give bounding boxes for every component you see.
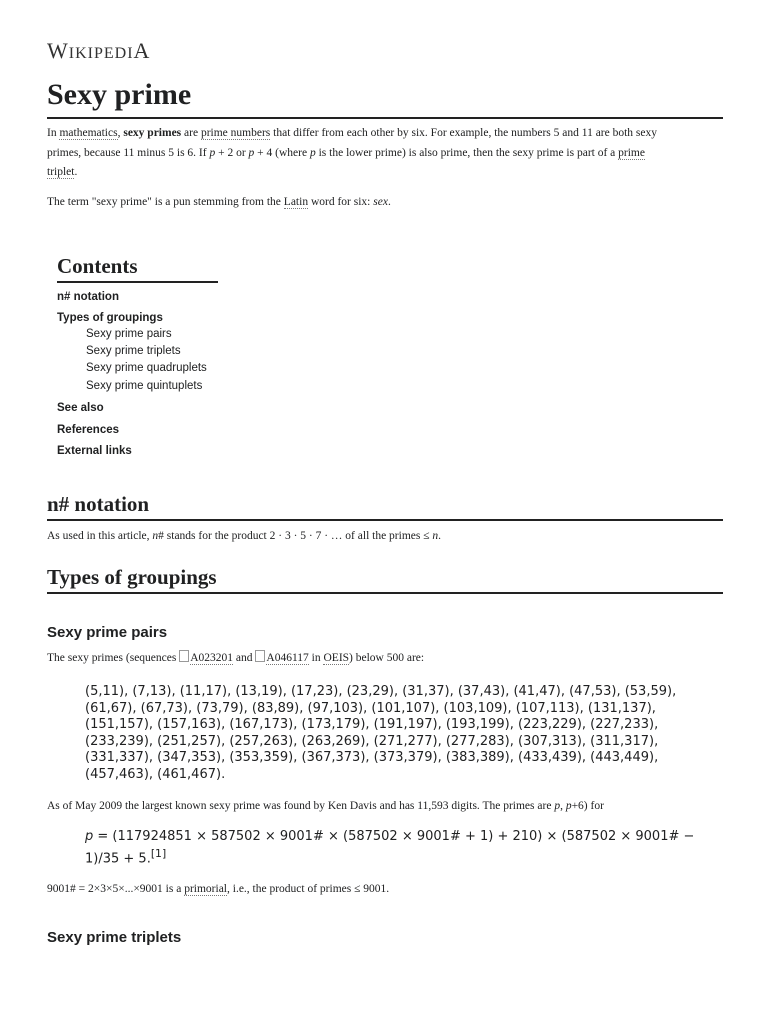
notation-paragraph: As used in this article, n# stands for the product 2 · 3 · 5 · 7 · … of all the primes ≤ n. xyxy=(47,530,442,542)
link-prime-triplet[interactable]: prime xyxy=(618,146,645,159)
subsection-heading-triplets: Sexy prime triplets xyxy=(47,929,182,946)
oeis-icon xyxy=(179,650,189,662)
bold-term: sexy primes xyxy=(123,127,182,139)
toc-item-pairs[interactable]: Sexy prime pairs xyxy=(86,328,172,340)
toc-item-quintuplets[interactable]: Sexy prime quintuplets xyxy=(86,380,203,392)
page-title: Sexy prime xyxy=(47,76,723,119)
pairs-intro: The sexy primes (sequences A023201 and A046117 in OEIS) below 500 are: xyxy=(47,652,425,664)
oeis-icon xyxy=(255,650,265,662)
record-paragraph: As of May 2009 the largest known sexy prime was found by Ken Davis and has 11,593 digits. The primes are p, p+6) for xyxy=(47,800,604,812)
link-oeis[interactable]: OEIS xyxy=(323,652,350,664)
link-a023201[interactable]: A023201 xyxy=(190,652,234,664)
link-mathematics[interactable]: mathematics xyxy=(59,127,118,139)
toc-item-quadruplets[interactable]: Sexy prime quadruplets xyxy=(86,362,207,374)
section-heading-notation: n# notation xyxy=(47,491,723,521)
pun-paragraph: The term "sexy prime" is a pun stemming from the Latin word for six: sex. xyxy=(47,196,391,208)
logo-letters: IKIPEDI xyxy=(68,45,134,62)
sexy-prime-pairs-list: (5,11), (7,13), (11,17), (13,19), (17,23), (23,29), (31,37), (37,43), (41,47), (47,53), (53,59), (61,67), (67,73), (73,79), (83,89), (97,103), (101,107), (103,109), (107,113), (131,137), (151,157), (157,163), (167,173), (173,179), (191,197), (193,199), (223,229), (227,233), (233,239), (251,257), (257,263), (263,269), (271,277), (277,283), (307,313), (311,317), (331,337), (347,353), (353,359), (367,373), (373,379), (383,389), (433,439), (443,449), (457,463), (461,467). xyxy=(85,684,677,782)
link-prime-numbers[interactable]: prime numbers xyxy=(200,127,271,139)
table-of-contents xyxy=(57,252,357,457)
link-prime-triplet-2[interactable]: triplet xyxy=(47,166,75,178)
link-primorial[interactable]: primorial xyxy=(184,883,227,895)
link-a046117[interactable]: A046117 xyxy=(266,652,309,664)
toc-item-triplets[interactable]: Sexy prime triplets xyxy=(86,345,181,357)
subsection-heading-pairs: Sexy prime pairs xyxy=(47,624,168,641)
logo-letter-w: W xyxy=(47,38,69,63)
toc-item-types[interactable]: Types of groupings xyxy=(57,312,163,324)
toc-item-notation[interactable]: n# notation xyxy=(57,291,119,303)
toc-item-see-also[interactable]: See also xyxy=(57,402,104,414)
section-heading-groupings: Types of groupings xyxy=(47,564,723,594)
primorial-paragraph: 9001# = 2×3×5×...×9001 is a primorial, i.e., the product of primes ≤ 9001. xyxy=(47,883,390,895)
intro-paragraph: In mathematics, sexy primes are prime numbers that differ from each other by six. For example, the numbers 5 and 11 are both sexy primes, because 11 minus 5 is 6. If p + 2 or p + 4 (where p is the lower prime) is also prime, then the sexy prime is part of a prime triplet. xyxy=(47,127,658,178)
wikipedia-logo[interactable] xyxy=(47,38,150,64)
logo-letter-a: A xyxy=(133,38,151,63)
toc-item-references[interactable]: References xyxy=(57,424,120,436)
toc-item-external-links[interactable]: External links xyxy=(57,445,132,457)
link-latin[interactable]: Latin xyxy=(283,196,309,208)
toc-heading: Contents xyxy=(57,252,218,283)
reference-link[interactable]: [1] xyxy=(150,846,167,860)
record-formula: p = (117924851 × 587502 × 9001# × (587502 × 9001# + 1) + 210) × (587502 × 9001# − 1)/35 + 5.[1] xyxy=(85,829,695,866)
